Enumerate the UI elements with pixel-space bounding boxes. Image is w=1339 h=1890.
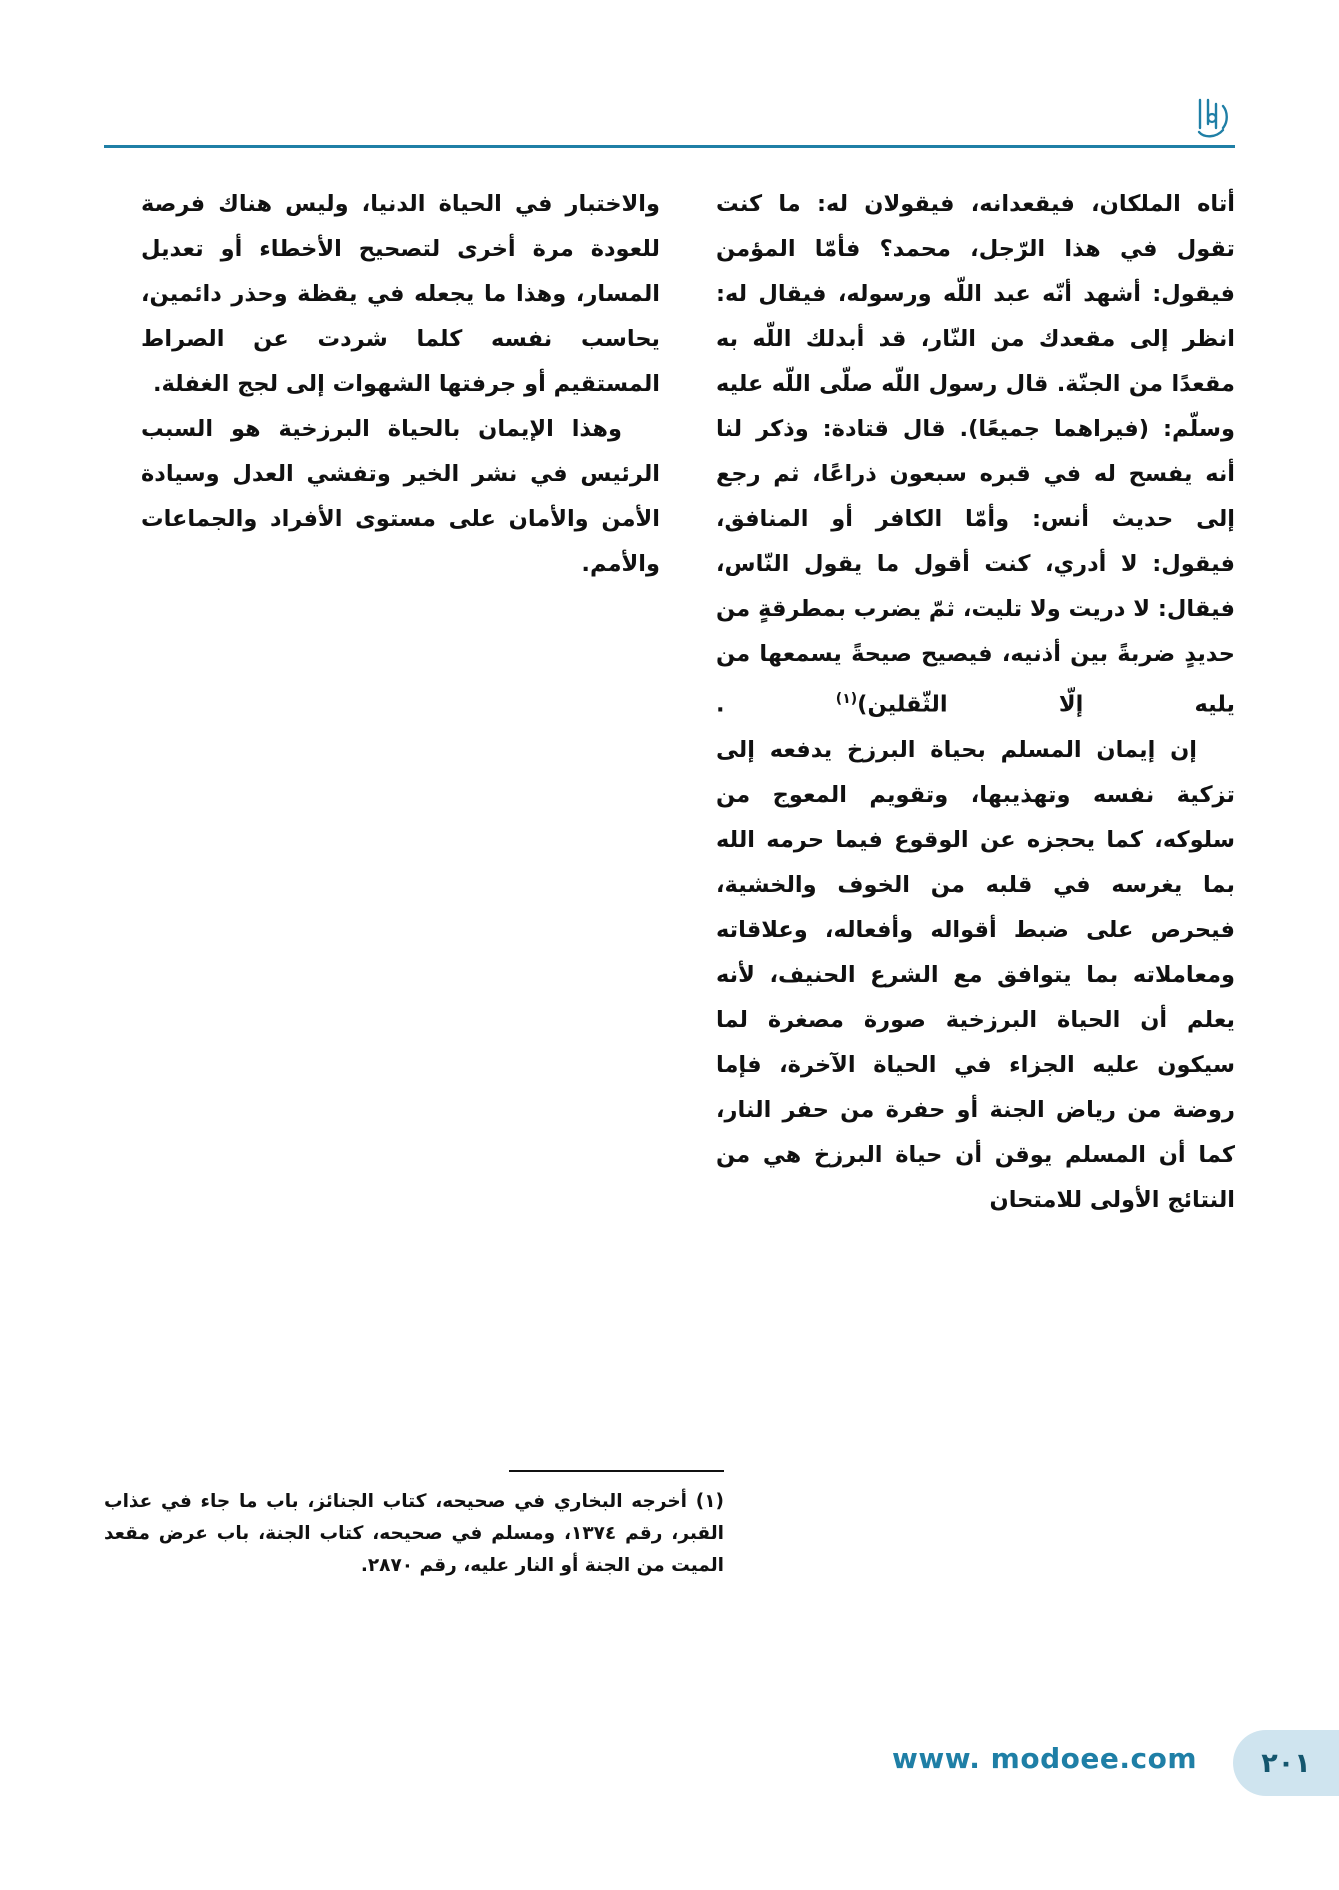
- footnote-divider: [509, 1470, 724, 1472]
- column-left: [141, 182, 660, 1452]
- footnote-text: [104, 1486, 724, 1582]
- footnote-body: أخرجه البخاري في صحيحه، كتاب الجنائز، باب ما جاء في عذاب القبر، رقم ١٣٧٤، ومسلم في صحيحه، كتاب الجنة، باب عرض مقعد الميت من الجنة أو النار عليه، رقم ٢٨٧٠.: [104, 1491, 724, 1576]
- body-columns: [104, 182, 1235, 1452]
- footnote-block: [104, 1470, 724, 1660]
- paragraph-left-2: وهذا الإيمان بالحياة البرزخية هو السبب الرئيس في نشر الخير وتفشي العدل وسيادة الأمن والأمان على مستوى الأفراد والجماعات والأمم.: [141, 416, 660, 577]
- page-header: [104, 92, 1235, 148]
- footnote-marker: (١): [695, 1491, 724, 1512]
- paragraph-right-2: إن إيمان المسلم بحياة البرزخ يدفعه إلى تزكية نفسه وتهذيبها، وتقويم المعوج من سلوكه، كما يحجزه عن الوقوع فيما حرمه الله بما يغرسه في قلبه من الخوف والخشية، فيحرص على ضبط أقواله وأفعاله، وعلاقاته ومعاملاته بما يتوافق مع الشرع الحنيف، لأنه يعلم أن الحياة البرزخية صورة مصغرة لما سيكون عليه الجزاء في الحياة الآخرة، فإما روضة من رياض الجنة أو حفرة من حفر النار، كما أن المسلم يوقن أن حياة البرزخ هي من النتائج الأولى للامتحان: [716, 736, 1235, 1213]
- header-divider: [104, 145, 1235, 148]
- arabic-calligraphy-logo-icon: [1189, 94, 1235, 142]
- column-right: [716, 182, 1235, 1452]
- site-url[interactable]: www. modoee.com: [891, 1742, 1197, 1775]
- footnote-reference[interactable]: (١): [835, 691, 858, 707]
- paragraph-left-1: والاختبار في الحياة الدنيا، وليس هناك فرصة للعودة مرة أخرى لتصحيح الأخطاء أو تعديل المسار، وهذا ما يجعله في يقظة وحذر دائمين، يحاسب نفسه كلما شردت عن الصراط المستقيم أو جرفتها الشهوات إلى لجج الغفلة.: [141, 191, 660, 397]
- page-footer: [0, 1730, 1339, 1796]
- paragraph-hadith: أتاه الملكان، فيقعدانه، فيقولان له: ما كنت تقول في هذا الرّجل، محمد؟ فأمّا المؤمن فيقول: أشهد أنّه عبد اللّه ورسوله، فيقال له: انظر إلى مقعدك من النّار، قد أبدلك اللّه به مقعدًا من الجنّة. قال رسول اللّه صلّى اللّه عليه وسلّم: (فيراهما جميعًا). قال قتادة: وذكر لنا أنه يفسح له في قبره سبعون ذراعًا، ثم رجع إلى حديث أنس: وأمّا الكافر أو المنافق، فيقول: لا أدري، كنت أقول ما يقول النّاس، فيقال: لا دريت ولا تليت، ثمّ يضرب بمطرقةٍ من حديدٍ ضربةً بين أذنيه، فيصيح صيحةً يسمعها من يليه إلّا الثّقلين)$^{(١)}$ .: [716, 191, 1235, 718]
- page-number: ٢٠١: [1233, 1730, 1339, 1796]
